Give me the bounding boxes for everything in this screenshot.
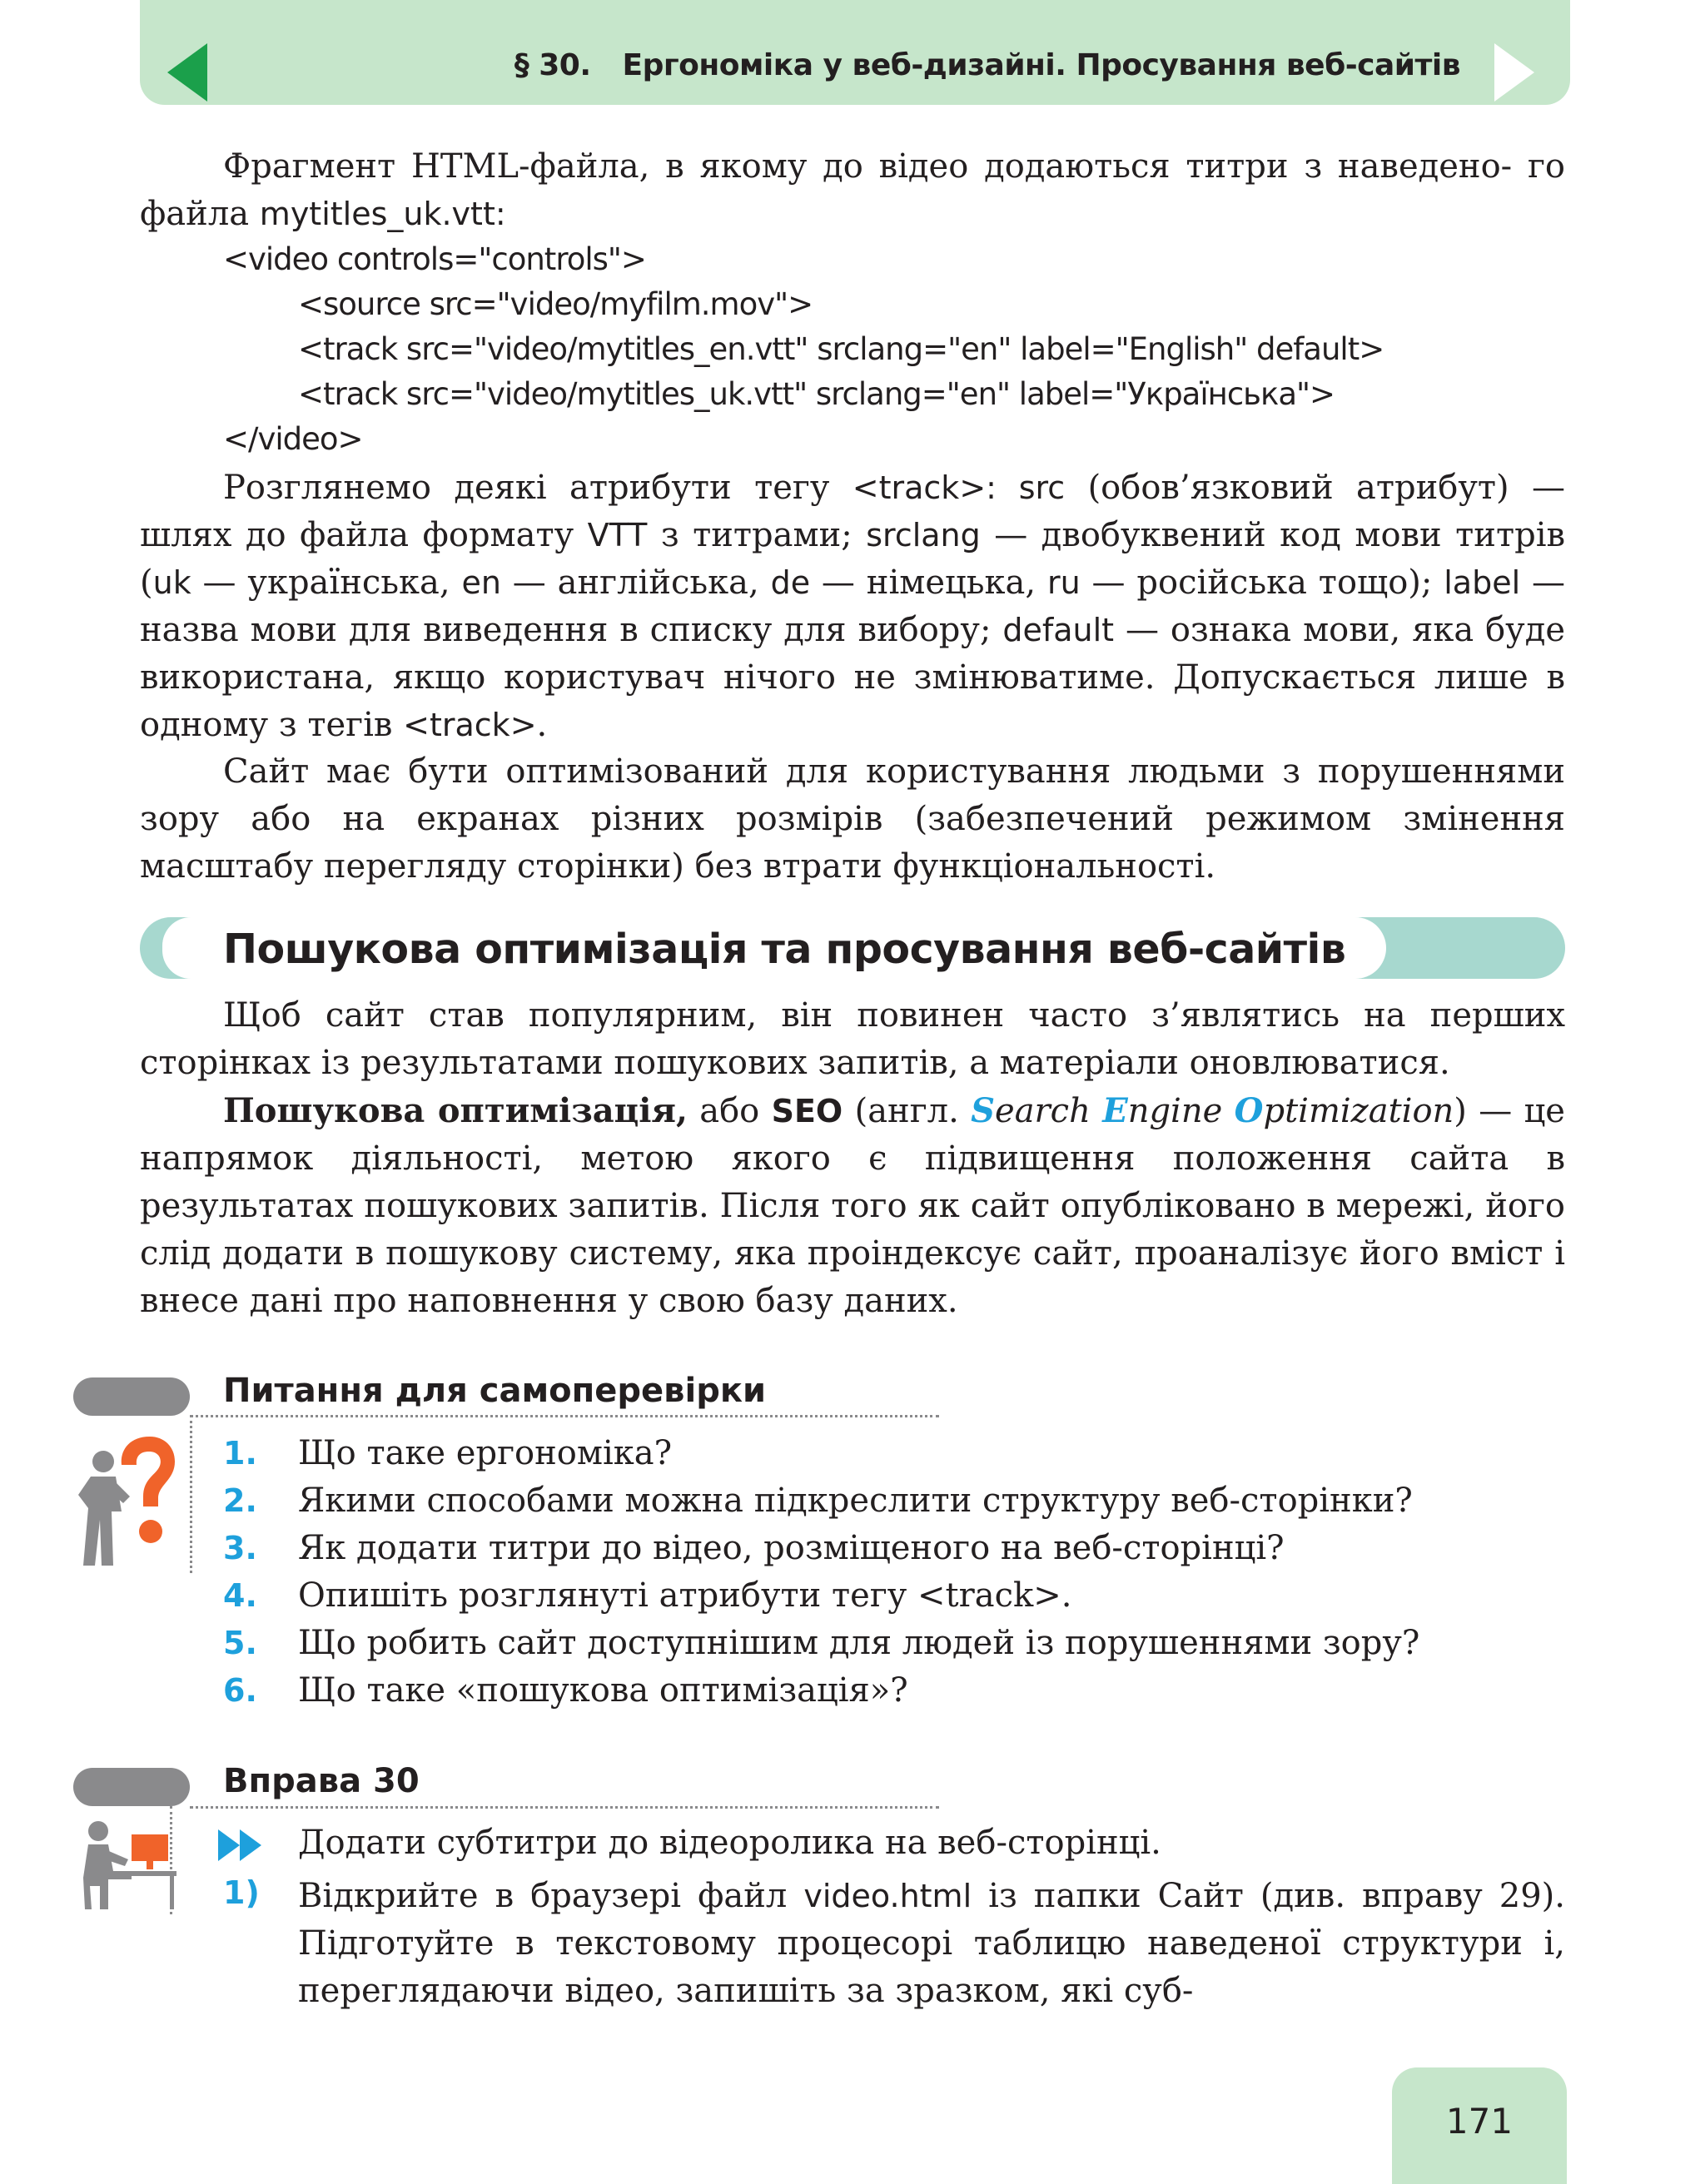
exercise-task: Додати субтитри до відеоролика на веб-сторінці.: [298, 1824, 1161, 1862]
code-line-3: <track src="video/mytitles_en.vtt" srclang="en" label="English" default>: [298, 331, 1384, 367]
questions-divider: [190, 1415, 939, 1417]
text: ngine: [1127, 1092, 1235, 1130]
section-heading: Пошукова оптимізація та просування веб-сайтів: [223, 926, 1346, 973]
text: ptimization: [1263, 1092, 1454, 1130]
attr-code: VTT: [587, 517, 648, 553]
list-item: [223, 1620, 1419, 1667]
list-item: [223, 1525, 1419, 1572]
question-number: 3.: [223, 1530, 257, 1566]
attr-text: — англійська,: [500, 563, 771, 602]
section-title: Ергономіка у веб-дизайні. Просування веб-сайтів: [622, 48, 1460, 82]
attr-code: srclang: [866, 517, 981, 553]
question-text: Опишіть розглянуті атрибути тегу <track>.: [298, 1576, 1072, 1615]
attributes-paragraph: [140, 464, 1565, 749]
attr-text: (обов’язковий атрибут) — шлях до файла формату: [140, 469, 1565, 554]
question-number: 5.: [223, 1625, 257, 1661]
questions-heading-pill: [73, 1377, 190, 1416]
term-bold: Пошукова оптимізація,: [223, 1091, 688, 1130]
accessibility-paragraph: Сайт має бути оптимізований для користування людьми з порушеннями зору або на екранах різних розмірів (забезпечений режимом змінення масштабу перегляду сторінки) без втрати функціональності.: [140, 752, 1565, 886]
attr-code: ru: [1046, 564, 1081, 601]
code-line-2: <source src="video/myfilm.mov">: [298, 286, 813, 322]
question-text: Що таке «пошукова оптимізація»?: [298, 1671, 908, 1710]
text: із папки Сайт (див. вправу 29). Підготуйте в текстовому процесорі таблицю наведеної структури і, переглядаючи відео, запишіть за зразком, які суб-: [298, 1877, 1565, 2010]
filename: video.html: [803, 1878, 972, 1914]
attr-text: — двобуквений код мови титрів (: [140, 516, 1566, 602]
seo-letter-o: O: [1234, 1091, 1264, 1130]
chapter-header-title: [514, 48, 1460, 82]
attr-text: з титрами;: [647, 516, 867, 554]
attr-text: .: [536, 706, 548, 744]
question-number: 6.: [223, 1672, 257, 1709]
code-line-1: <video controls="controls">: [223, 241, 646, 277]
list-item: [223, 1430, 1419, 1477]
attr-code: <track>: [403, 707, 537, 743]
seo-definition-paragraph: [140, 1087, 1565, 1325]
exercise-heading-pill: [73, 1768, 190, 1806]
attr-code: de: [770, 564, 811, 601]
text: earch: [995, 1092, 1103, 1130]
person-at-computer-icon: [80, 1819, 180, 1913]
attr-code: label: [1444, 564, 1521, 601]
intro-filename: mytitles_uk.vtt:: [259, 196, 506, 232]
text: Відкрийте в браузері файл: [298, 1877, 804, 1915]
page-number: 171: [1445, 2101, 1514, 2142]
attr-text: Розглянемо деякі атрибути тегу: [223, 469, 852, 507]
code-line-4: <track src="video/mytitles_uk.vtt" srclang="en" label="Українська">: [298, 376, 1335, 412]
step-number: 1): [223, 1874, 260, 1911]
section-number: § 30.: [514, 48, 591, 82]
thinking-person-question-icon: [70, 1428, 178, 1570]
seo-letter-s: S: [971, 1091, 996, 1130]
text: (англ.: [843, 1092, 972, 1130]
seo-intro-paragraph: Щоб сайт став популярним, він повинен часто з’являтись на перших сторінках із результатами пошукових запитів, а матеріали оновлюватися.: [140, 996, 1565, 1082]
exercise-divider: [190, 1806, 939, 1809]
questions-divider-vertical: [190, 1415, 192, 1573]
attr-text: — українська,: [191, 563, 462, 602]
intro-paragraph: [140, 143, 1565, 238]
question-text: Що робить сайт доступнішим для людей із порушеннями зору?: [298, 1624, 1420, 1662]
attr-code: en: [461, 564, 501, 601]
exercise-heading: Вправа 30: [223, 1762, 420, 1800]
list-item: [223, 1572, 1419, 1620]
question-number: 4.: [223, 1577, 257, 1614]
text: ) — це напрямок діяльності, метою якого є підвищення положення сайта в результатах пошукових запитів. Після того як сайт опубліковано в мережі, його слід додати в пошукову систему, яка проіндексує сайт, проаналізує його вміст і внесе дані про наповнення у свою базу даних.: [140, 1092, 1565, 1320]
attr-code: <track>: src: [852, 469, 1066, 506]
question-text: Якими способами можна підкреслити структуру веб-сторінки?: [298, 1482, 1413, 1520]
text: або: [687, 1092, 772, 1130]
code-line-5: </video>: [223, 421, 363, 457]
question-number: 1.: [223, 1435, 257, 1472]
questions-heading: Питання для самоперевірки: [223, 1372, 767, 1410]
attr-text: — ознака мови, яка буде використана, якщо користувач нічого не змінюватиме. Допускається лише в одному з тегів: [140, 611, 1566, 744]
fast-forward-icon: [218, 1829, 263, 1861]
next-page-arrow-icon[interactable]: [1494, 43, 1534, 102]
question-text: Як додати титри до відео, розміщеного на веб-сторінці?: [298, 1529, 1285, 1567]
seo-abbr: SEO: [771, 1093, 843, 1129]
intro-text-a: Фрагмент HTML-файла, в якому до відео додаються титри з наведено-: [223, 147, 1513, 186]
attr-code: uk: [152, 564, 191, 601]
question-number: 2.: [223, 1482, 257, 1519]
question-text: Що таке ергономіка?: [298, 1434, 673, 1472]
attr-text: — німецька,: [810, 563, 1047, 602]
exercise-step-1: [298, 1873, 1565, 2015]
seo-letter-e: E: [1102, 1091, 1128, 1130]
questions-list: [223, 1430, 1419, 1715]
previous-page-arrow-icon[interactable]: [167, 43, 207, 102]
attr-code: default: [1002, 612, 1115, 648]
intro-text-b: го файла: [140, 147, 1566, 233]
list-item: [223, 1477, 1419, 1525]
list-item: [223, 1667, 1419, 1715]
attr-text: — назва мови для виведення в списку для вибору;: [140, 563, 1565, 649]
attr-text: — російська тощо);: [1080, 563, 1444, 602]
